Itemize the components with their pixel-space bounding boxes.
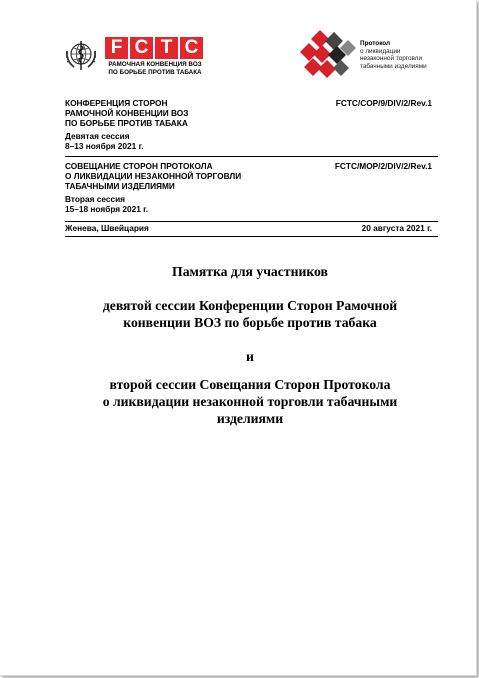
fctc-wordmark [105,37,205,59]
divider [65,156,438,157]
cop-block [65,98,188,151]
cop-title-line: КОНФЕРЕНЦИЯ СТОРОН [65,98,168,108]
cop-session: Девятая сессия [65,131,130,141]
main-title-line: девятой сессии Конференции Сторон Рамочной [102,298,398,313]
main-title-line: изделиями [216,411,284,426]
mop-title-line: О ЛИКВИДАЦИИ НЕЗАКОННОЙ ТОРГОВЛИ [65,171,242,181]
fctc-letter: F [105,37,128,59]
who-emblem-icon [63,37,99,73]
mop-session: Вторая сессия [65,194,126,204]
divider [65,236,438,237]
main-title-line: о ликвидации незаконной торговли табачными [102,394,398,409]
cop-document-symbol: FCTC/COP/9/DIV/2/Rev.1 [335,98,432,108]
divider [65,221,438,222]
mop-title-line: ТАБАЧНЫМИ ИЗДЕЛИЯМИ [65,181,175,191]
mop-dates: 15–18 ноября 2021 г. [65,204,149,214]
main-title-line: конвенции ВОЗ по борьбе против табака [123,315,377,330]
cop-dates: 8–13 ноября 2021 г. [65,141,144,151]
protocol-logo-text: Протокол о ликвидации незаконной торговли табачными изделиями [360,40,427,70]
fctc-letter: T [155,37,178,59]
mop-title-line: СОВЕЩАНИЕ СТОРОН ПРОТОКОЛА [65,161,213,171]
protocol-logo-icon [300,30,356,82]
cop-title-line: РАМОЧНОЙ КОНВЕНЦИИ ВОЗ [65,108,189,118]
main-title-line: второй сессии Совещания Сторон Протокола [109,377,391,392]
fctc-letter: C [180,37,203,59]
fctc-letter: C [130,37,153,59]
mop-document-symbol: FCTC/MOP/2/DIV/2/Rev.1 [334,161,432,171]
main-title-conjunction: и [246,349,254,364]
place: Женева, Швейцария [65,223,149,233]
cop-title-line: ПО БОРЬБЕ ПРОТИВ ТАБАКА [65,118,188,128]
fctc-caption: РАМОЧНАЯ КОНВЕНЦИЯ ВОЗ ПО БОРЬБЕ ПРОТИВ ТАБАКА [108,61,202,76]
main-title-line: Памятка для участников [172,264,328,279]
fctc-logo [105,37,205,77]
mop-block [65,161,241,214]
document-date: 20 августа 2021 г. [361,223,432,233]
